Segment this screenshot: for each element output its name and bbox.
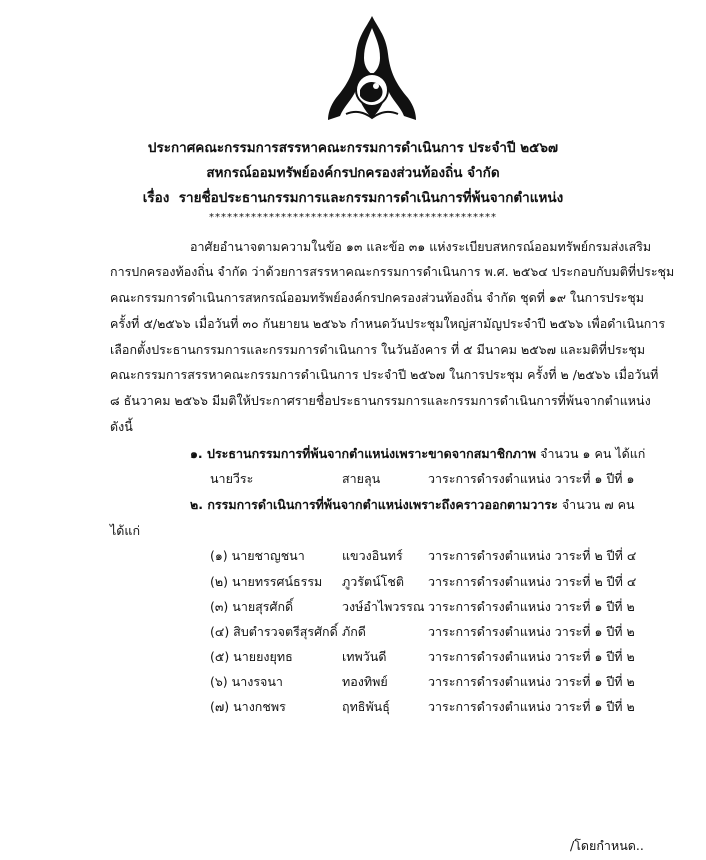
body-line: คณะกรรมการสรรหาคณะกรรมการดำเนินการ ประจำปี ๒๕๖๗ ในการประชุม ครั้งที่ ๒ /๒๕๖๖ เมื่อวันที่ [110, 367, 659, 382]
organization-name: สหกรณ์ออมทรัพย์องค์กรปกครองส่วนท้องถิ่น จำกัด [206, 165, 500, 181]
member-first: (๒) นายทรรศน์ธรรม [210, 574, 323, 589]
section2-heading: ๒. กรรมการดำเนินการที่พ้นจากตำแหน่งเพราะถึงคราวออกตามวาระ [190, 497, 558, 512]
body-line: ดังนี้ [110, 419, 133, 434]
member-first: (๔) สิบตำรวจตรีสุรศักดิ์ [210, 624, 338, 639]
member-term: วาระการดำรงตำแหน่ง วาระที่ ๑ ปีที่ ๒ [428, 674, 635, 689]
body-line: เลือกตั้งประธานกรรมการและกรรมการดำเนินการ ในวันอังคาร ที่ ๕ มีนาคม ๒๕๖๗ และมติที่ประชุม [110, 342, 646, 357]
member-term: วาระการดำรงตำแหน่ง วาระที่ ๑ ปีที่ ๒ [428, 624, 635, 639]
member-first: (๓) นายสุรศักดิ์ [210, 599, 294, 614]
announcement-title: ประกาศคณะกรรมการสรรหาคณะกรรมการดำเนินการ ประจำปี ๒๕๖๗ [147, 140, 559, 156]
member-first: (๑) นายชาญชนา [210, 548, 305, 563]
member-last: ภักดี [342, 624, 366, 639]
section2-heading-line [190, 495, 635, 515]
member-term: วาระการดำรงตำแหน่ง วาระที่ ๒ ปีที่ ๔ [428, 574, 637, 589]
cooperative-logo-icon [326, 14, 418, 124]
member-first: (๕) นายยงยุทธ [210, 649, 293, 664]
section1-heading-line [190, 444, 645, 464]
member-last: เทพวันดี [342, 649, 387, 664]
member-term: วาระการดำรงตำแหน่ง วาระที่ ๑ ปีที่ ๒ [428, 599, 635, 614]
separator-stars: ************************************************ [209, 212, 497, 223]
subject-line [0, 186, 706, 208]
subject-label: เรื่อง [142, 190, 170, 206]
member-first: (๖) นางรจนา [210, 674, 283, 689]
section1-person-first: นายวีระ [210, 471, 254, 486]
section1-person-term: วาระการดำรงตำแหน่ง วาระที่ ๑ ปีที่ ๑ [428, 471, 635, 486]
section1-count: จำนวน ๑ คน ได้แก่ [540, 446, 646, 461]
member-last: แขวงอินทร์ [342, 548, 403, 563]
member-last: วงษ์อำไพวรรณ [342, 599, 425, 614]
member-last: ภูวรัตน์โชติ [342, 574, 404, 589]
body-line: ครั้งที่ ๕/๒๕๖๖ เมื่อวันที่ ๓๐ กันยายน ๒๕๖๖ กำหนดวันประชุมใหญ่สามัญประจำปี ๒๕๖๖ เพื่อดำเนินการ [110, 316, 666, 331]
body-line: การปกครองท้องถิ่น จำกัด ว่าด้วยการสรรหาคณะกรรมการดำเนินการ พ.ศ. ๒๕๖๔ ประกอบกับมติที่ประชุม [110, 264, 675, 279]
section1-heading: ๑. ประธานกรรมการที่พ้นจากตำแหน่งเพราะขาดจากสมาชิกภาพ [190, 446, 537, 461]
body-line: อาศัยอำนาจตามความในข้อ ๑๓ และข้อ ๓๑ แห่งระเบียบสหกรณ์ออมทรัพย์กรมส่งเสริม [190, 239, 652, 254]
body-line: คณะกรรมการดำเนินการสหกรณ์ออมทรัพย์องค์กรปกครองส่วนท้องถิ่น จำกัด ชุดที่ ๑๙ ในการประชุม [110, 290, 645, 305]
member-first: (๗) นางกชพร [210, 699, 286, 714]
body-line: ๘ ธันวาคม ๒๕๖๖ มีมติให้ประกาศรายชื่อประธานกรรมการและกรรมการดำเนินการที่พ้นจากตำแหน่ง [110, 393, 651, 408]
section2-intro: ได้แก่ [110, 523, 141, 538]
member-last: ฤทธิพันธุ์ [342, 699, 390, 714]
continued-note: /โดยกำหนด.. [570, 838, 644, 853]
section2-count: จำนวน ๗ คน [561, 497, 635, 512]
member-term: วาระการดำรงตำแหน่ง วาระที่ ๑ ปีที่ ๒ [428, 649, 635, 664]
subject-text: รายชื่อประธานกรรมการและกรรมการดำเนินการที่พ้นจากตำแหน่ง [178, 190, 564, 206]
member-term: วาระการดำรงตำแหน่ง วาระที่ ๒ ปีที่ ๔ [428, 548, 637, 563]
member-term: วาระการดำรงตำแหน่ง วาระที่ ๑ ปีที่ ๒ [428, 699, 635, 714]
member-last: ทองทิพย์ [342, 674, 388, 689]
section1-person-last: สายลุน [342, 471, 381, 486]
